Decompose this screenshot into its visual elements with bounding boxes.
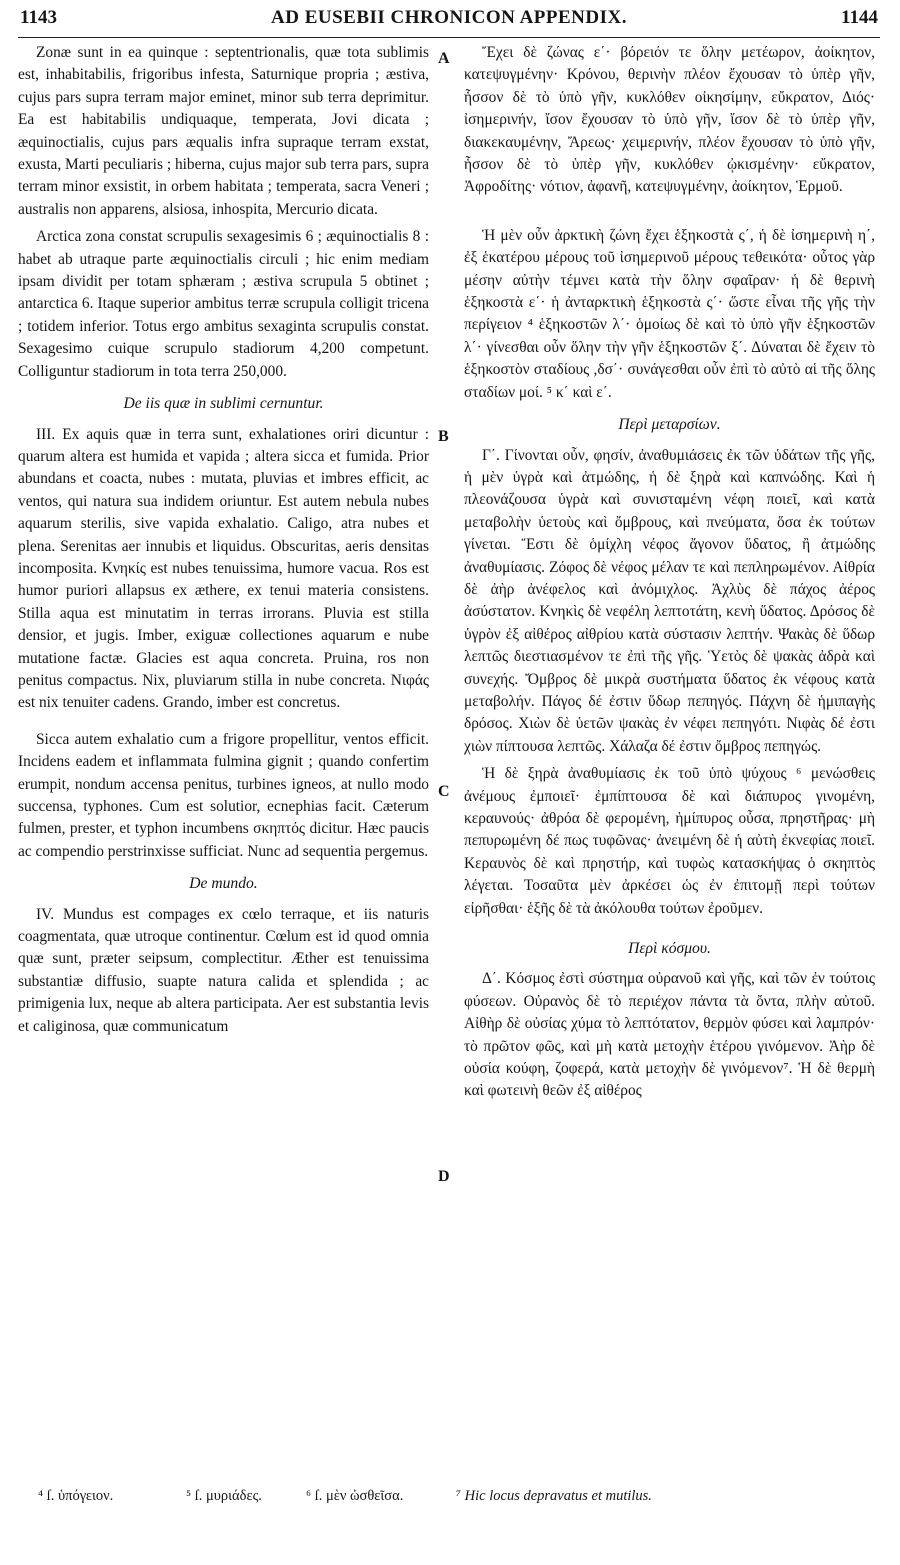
latin-paragraph: Arctica zona constat scrupulis sexagesimis 6 ; æquinoctialis 8 : habet ab utraque parte æquinoctialis circuli ; hic enim mediam ipsam dividit per totam sphæram ; æstiva scrupula 5 obtinet ; antarctica 6. Itaque superior ambitus terræ scrupula colligit tricena ; totidem inferior. Totus ergo ambitus sexaginta scrupulis constat. Sexagesimo cuique scrupulo stadiorum 4,200 competunt. Colliguntur stadiorum in tota terra 250,000. bbox=[18, 228, 429, 380]
footnote: ⁷ Hic locus depravatus et mutilus. bbox=[456, 1488, 652, 1504]
greek-section-heading: Περὶ κόσμου. bbox=[628, 940, 711, 958]
latin-paragraph: III. Ex aquis quæ in terra sunt, exhalationes oriri dicuntur : quarum altera est humida et vapida ; altera sicca et fumida. Prior abundans et coacta, nubes : mutata, pluvias et imbres efficit, ac ventos, qui natura sua indidem oriuntur. Est autem nebula nubes aquarum sterilis, sive vapida exhalatio. Caligo, atra nubes et plena. Serenitas aer innubis et liquidus. Obscuritas, aeris densitas incomposita. Κνηκίς est nubes tenuissima, humore vacua. Ros est humor puriori allapsus ex æthere, ex tenui materia consistens. Stilla aqua est minutatim in terras irrorans. Pluvia est stilla densior, et jugis. Imber, exiguæ collectiones aquarum e nube mutatione factæ. Glacies est aqua concreta. Pruina, ros non penitus compactus. Nix, pluviarum stilla in nube concreta. Νιφάς est nix tenuiter cadens. Grando, imber est concretus. bbox=[18, 425, 429, 712]
greek-paragraph: Ἔχει δὲ ζώνας ε΄· βόρειόν τε ὅλην μετέωρον, ἀοίκητον, κατεψυγμένην· Κρόνου, θερινὴν πλέον ἔχουσαν τὸ ὑπὲρ γῆν, ἧσσον δὲ τὸ ὑπὸ γῆν, κυκλόθεν οἰκησίμην, εὔκρατον, Διός· ἰσημερινήν, ἴσον ἔχουσαν τὸ ὑπὸ γῆν, ἴσον δὲ τὸ ὑπὲρ γῆν, διακεκαυμένην, Ἄρεως· χειμερινήν, πλέον ἔχουσαν τὸ ὑπὸ γῆν, ἧσσον δὲ τὸ ὑπὲρ γῆν, κυκλόθεν ᾠκισμένην· εὔκρατον, Ἀφροδίτης· νότιον, ἀφανῆ, κατεψυγμένην, ἀοίκητον, Ἑρμοῦ. bbox=[464, 44, 875, 196]
greek-paragraph: Ἡ δὲ ξηρὰ ἀναθυμίασις ἐκ τοῦ ὑπὸ ψύχους ⁶ μενώσθεις ἀνέμους ἐμποιεῖ· ἐμπίπτουσα δὲ καὶ διάπυρος γινομένη, κεραυνούς· ἀθρόα δὲ φερομένη, ἡμίπυρος οὖσα, πρηστῆρας· μὴ πεπυρωμένη δέ πως τυφῶνας· ἀνειμένη δὲ ἡ αὐτὴ ἐκνεφίας ποιεῖ. Κεραυνὸς δὲ καὶ πρηστήρ, καὶ τυφὼς κατασκήψας ὁ σκηπτὸς λέγεται. Τοσαῦτα μὲν ἀρκέσει ὡς ἐν ἐπιτομῇ περὶ τούτων εἰρῆσθαι· ἑξῆς δὲ τὰ ἀκόλουθα τούτων ἐροῦμεν. bbox=[464, 765, 875, 917]
greek-section-heading: Περὶ μεταρσίων. bbox=[618, 416, 721, 434]
latin-paragraph: Zonæ sunt in ea quinque : septentrionalis, quæ tota sublimis est, inhabitabilis, frigoribus infesta, Saturnique propria ; æstiva, cujus pars supra terram major eminet, minor sub terra deprimitur. Ea est habitabilis undiquaque, temperata, Jovi dicata ; æquinoctialis, cujus pars æqualis infra supraque terram exstat, exusta, Marti peculiaris ; hiberna, cujus major sub terra pars, supra terram minor exsistit, in orbem habitata ; temperata, sacra Veneri ; australis non apparens, alsiosa, inhospita, Mercurio dicata. bbox=[18, 44, 429, 218]
margin-marker-b: B bbox=[438, 428, 449, 445]
latin-section-heading: De mundo. bbox=[189, 875, 258, 893]
latin-paragraph: IV. Mundus est compages ex cœlo terraque, et iis naturis coagmentata, quæ utroque continentur. Cœlum est id quod omnia quæ sunt, præter seipsum, complectitur. Æther est tenuissima substantiæ diffusio, suapte natura calida et splendida ; ac primigenia lux, neque ab altera participata. Aer est substantia levis et caliginosa, quæ communicatum bbox=[18, 905, 429, 1035]
greek-paragraph: Δ΄. Κόσμος ἐστὶ σύστημα οὐρανοῦ καὶ γῆς, καὶ τῶν ἐν τούτοις φύσεων. Οὐρανὸς δὲ τὸ περιέχον πάντα τὰ ὄντα, πλὴν αὐτοῦ. Αἰθὴρ δὲ οὐσίας χύμα τὸ λεπτότατον, θερμὸν φύσει καὶ λαμπρόν· τὸ πρῶτον φῶς, καὶ μὴ κατὰ μετοχὴν ἑτέρου γινόμενον. Ἀὴρ δὲ οὐσία κούφη, ζοφερά, κατὰ μετοχὴν δὲ γινόμενον⁷. Ἡ δὲ θερμὴ καὶ φωτεινὴ θεῶν ἐξ αἰθέρος bbox=[464, 970, 875, 1100]
right-page-number: 1144 bbox=[841, 7, 878, 28]
page-header bbox=[18, 3, 880, 38]
latin-section-heading: De iis quæ in sublimi cernuntur. bbox=[123, 395, 324, 413]
margin-marker-c: C bbox=[438, 783, 450, 800]
footnote: ⁶ ſ. μὲν ὠσθεῖσα. bbox=[306, 1488, 404, 1504]
greek-paragraph: Γ΄. Γίνονται οὖν, φησίν, ἀναθυμιάσεις ἐκ τῶν ὑδάτων τῆς γῆς, ἡ μὲν ὑγρὰ καὶ ἀτμώδης, ἡ δὲ ξηρὰ καὶ καπνώδης. Καὶ ἡ πλεονάζουσα ὑγρὰ καὶ συνισταμένη νέφη ποιεῖ, καὶ κατὰ μεταβολὴν ὑετοὺς καὶ ὄμβρους, καὶ πνεύματα, ὅσα ἐκ τούτων γίνεται. Ἔστι δὲ ὁμίχλη νέφος ἄγονον ὕδατος, ἢ ἀτμώδης ἀναθυμίασις. Ζόφος δὲ νέφος μέλαν τε καὶ πεπληρωμένον. Αἰθρία δὲ ἀὴρ ἀνέφελος καὶ ἀνόμιχλος. Ἀχλὺς δὲ πάχος ἀέρος ἀσύστατον. Κνηκὶς δὲ νεφέλη λεπτοτάτη, κενὴ ὕδατος. Δρόσος δὲ ὑγρὸν ἐξ αἰθέρος αἰθρίου κατὰ σύστασιν λεπτήν. Ψακὰς δὲ ὕδωρ λεπτῶς διεστιασμένον τε ἐπὶ τῆς γῆς. Ὑετὸς δὲ ψακὰς ἀδρὰ καὶ συνεχής. Ὄμβρος δὲ μικρὰ συστήματα ὕδατος ἐκ νέφους κατὰ μεταβολήν. Πάγος δέ ἐστιν ὕδωρ πεπηγός. Πάχνη δὲ ἡμιπαγὴς δρόσος. Χιὼν δὲ ὑετῶν ψακὰς ἐν νέφει πεπηγότι. Νιφὰς δέ ἐστι χιὼν πίπτουσα λεπτῶς. Χάλαζα δέ ἐστιν ὄμβρος πεπηγώς. bbox=[464, 446, 875, 755]
running-title: AD EUSEBII CHRONICON APPENDIX. bbox=[271, 7, 627, 28]
latin-column bbox=[18, 42, 429, 1472]
greek-column bbox=[464, 42, 875, 1472]
margin-marker-a: A bbox=[438, 50, 450, 67]
margin-marker-d: D bbox=[438, 1168, 450, 1185]
footnote: ⁴ ſ. ὑπόγειον. bbox=[38, 1488, 114, 1504]
greek-paragraph: Ἡ μὲν οὖν ἀρκτικὴ ζώνη ἔχει ἑξηκοστὰ ς΄, ἡ δὲ ἰσημερινὴ η΄, ἐξ ἑκατέρου μέρους τοῦ ἰσημερινοῦ μέρους τεθεικότα· οὗτος γὰρ μέσην αὐτὴν τέμνει κατὰ τὴν ὅλην σφαῖραν· ἡ δὲ θερινὴ ἑξηκοστὰ ε΄· ἡ ἀνταρκτικὴ ἑξηκοστὰ ς΄· ὥστε εἶναι τῆς γῆς τὴν περίγειον ⁴ ἑξηκοστῶν λ΄· ὁμοίως δὲ καὶ τὸ ὑπὸ γῆν ἑξηκοστῶν λ΄· γίνεσθαι οὖν ὅλην τὴν γῆν ἑξηκοστῶν ξ΄. Δύναται δὲ ἔχειν τὸ ἑξηκοστὸν σταδίους ,δσ΄· συνάγεσθαι οὖν ἐπὶ τὸ αὐτὸ αἱ τῆς ὅλης σταδίων μοί. ⁵ κ΄ καὶ ε΄. bbox=[464, 226, 875, 401]
footnotes bbox=[38, 1488, 880, 1512]
footnote: ⁵ ſ. μυριάδες. bbox=[186, 1488, 262, 1504]
latin-paragraph: Sicca autem exhalatio cum a frigore propellitur, ventos efficit. Incidens eadem et inflammata fulmina gignit ; quando confertim erumpit, nondum accensa penitus, turbines igneos, at nullo modo succensa, typhones. Cum est solutior, ecnephias facit. Cæterum fulmen, prester, et typhon incumbens σκηπτός dicitur. Hæc paucis ac compendio perstrinxisse sufficiat. Nunc ad sequentia pergemus. bbox=[18, 730, 429, 860]
left-page-number: 1143 bbox=[20, 7, 57, 28]
